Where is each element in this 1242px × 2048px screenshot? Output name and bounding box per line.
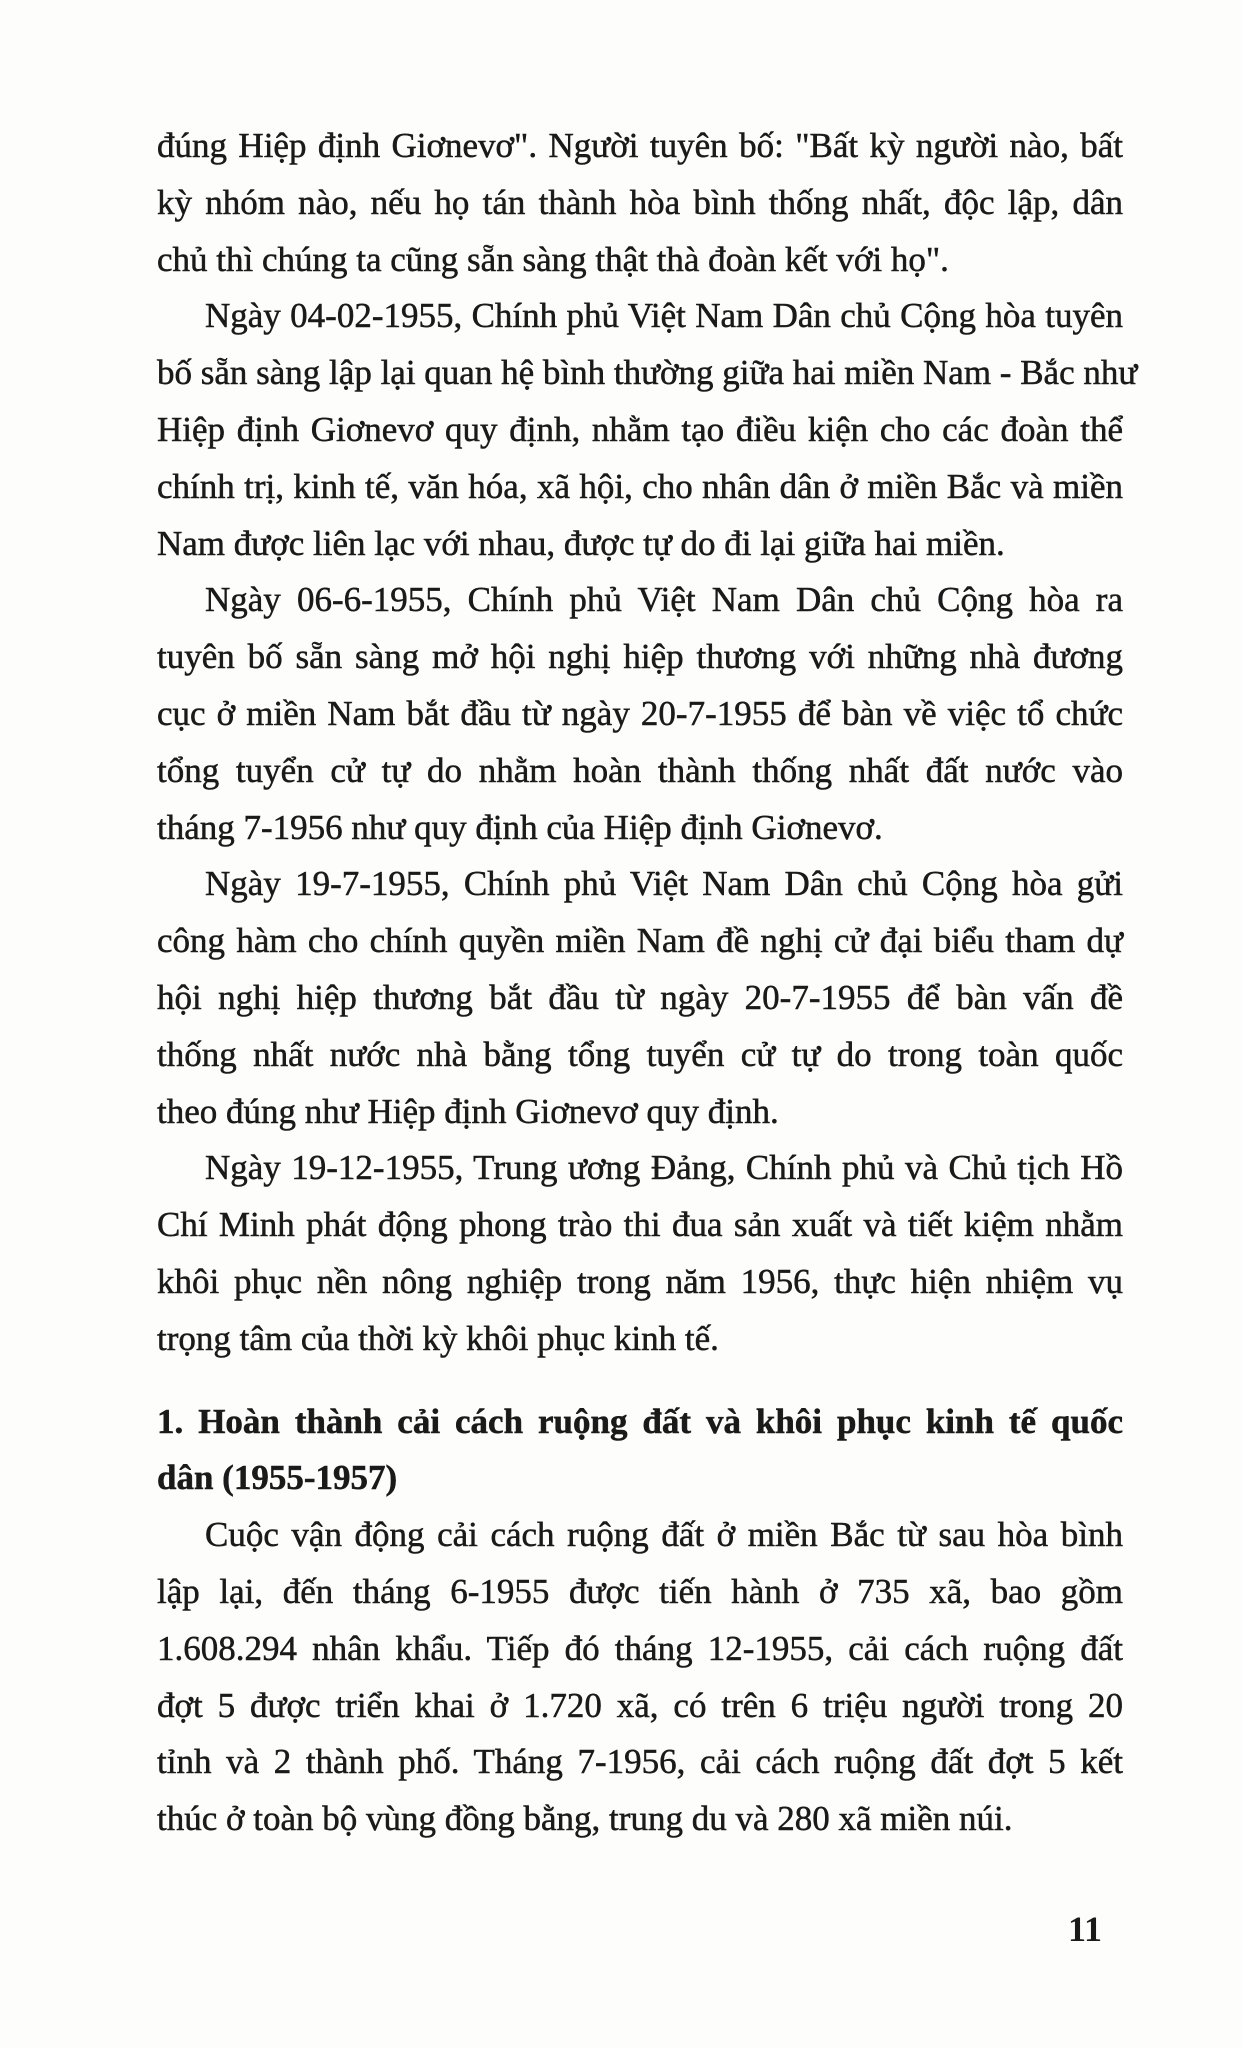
text-line: công hàm cho chính quyền miền Nam đề nghị cử đại biểu tham dự <box>157 921 1123 961</box>
text-line: đợt 5 được triển khai ở 1.720 xã, có trên 6 triệu người trong 20 <box>157 1685 1123 1725</box>
text-line: chủ thì chúng ta cũng sẵn sàng thật thà đoàn kết với họ". <box>157 239 949 279</box>
text-line: bố sẵn sàng lập lại quan hệ bình thường giữa hai miền Nam - Bắc như <box>157 353 1138 393</box>
section-heading <box>157 1394 1123 1508</box>
paragraph <box>157 856 1123 1140</box>
text-line: đúng Hiệp định Giơnevơ". Người tuyên bố: "Bất kỳ người nào, bất <box>157 126 1123 165</box>
paragraph <box>157 1140 1123 1367</box>
text-line: tổng tuyển cử tự do nhằm hoàn thành thống nhất đất nước vào <box>157 750 1123 790</box>
text-line: chính trị, kinh tế, văn hóa, xã hội, cho nhân dân ở miền Bắc và miền <box>157 466 1123 506</box>
text-line: Hiệp định Giơnevơ quy định, nhằm tạo điều kiện cho các đoàn thể <box>157 409 1123 449</box>
text-line: tháng 7-1956 như quy định của Hiệp định Giơnevơ. <box>157 807 883 847</box>
paragraph <box>157 1507 1123 1848</box>
text-line: Ngày 06-6-1955, Chính phủ Việt Nam Dân chủ Cộng hòa ra <box>205 580 1123 620</box>
text-line: theo đúng như Hiệp định Giơnevơ quy định. <box>157 1091 779 1131</box>
text-line: tuyên bố sẵn sàng mở hội nghị hiệp thương với những nhà đương <box>157 637 1123 677</box>
text-line: hội nghị hiệp thương bắt đầu từ ngày 20-7-1955 để bàn vấn đề <box>157 977 1123 1017</box>
page-body <box>157 118 1138 1848</box>
text-line: Ngày 19-7-1955, Chính phủ Việt Nam Dân chủ Cộng hòa gửi <box>205 864 1123 904</box>
text-line: tỉnh và 2 thành phố. Tháng 7-1956, cải cách ruộng đất đợt 5 kết <box>157 1742 1123 1782</box>
text-line: trọng tâm của thời kỳ khôi phục kinh tế. <box>157 1318 719 1358</box>
paragraph <box>157 118 1123 288</box>
text-line: 1.608.294 nhân khẩu. Tiếp đó tháng 12-1955, cải cách ruộng đất <box>157 1628 1123 1668</box>
text-line: thống nhất nước nhà bằng tổng tuyển cử tự do trong toàn quốc <box>157 1034 1123 1074</box>
text-line: Cuộc vận động cải cách ruộng đất ở miền Bắc từ sau hòa bình <box>205 1515 1123 1555</box>
text-line: dân (1955-1957) <box>157 1458 398 1498</box>
paragraph <box>157 288 1138 572</box>
text-line: khôi phục nền nông nghiệp trong năm 1956, thực hiện nhiệm vụ <box>157 1261 1123 1301</box>
text-line: 1. Hoàn thành cải cách ruộng đất và khôi phục kinh tế quốc <box>157 1401 1123 1441</box>
text-line: cục ở miền Nam bắt đầu từ ngày 20-7-1955 để bàn về việc tổ chức <box>157 693 1123 733</box>
text-line: lập lại, đến tháng 6-1955 được tiến hành ở 735 xã, bao gồm <box>157 1571 1123 1611</box>
text-line: Chí Minh phát động phong trào thi đua sản xuất và tiết kiệm nhằm <box>157 1205 1123 1245</box>
text-line: kỳ nhóm nào, nếu họ tán thành hòa bình thống nhất, độc lập, dân <box>157 182 1123 222</box>
text-line: thúc ở toàn bộ vùng đồng bằng, trung du và 280 xã miền núi. <box>157 1799 1013 1839</box>
page-number: 11 <box>1068 1909 1103 1949</box>
paragraph <box>157 572 1123 856</box>
text-line: Ngày 04-02-1955, Chính phủ Việt Nam Dân chủ Cộng hòa tuyên <box>205 296 1123 336</box>
text-line: Nam được liên lạc với nhau, được tự do đi lại giữa hai miền. <box>157 523 1005 563</box>
text-line: Ngày 19-12-1955, Trung ương Đảng, Chính phủ và Chủ tịch Hồ <box>205 1148 1123 1188</box>
